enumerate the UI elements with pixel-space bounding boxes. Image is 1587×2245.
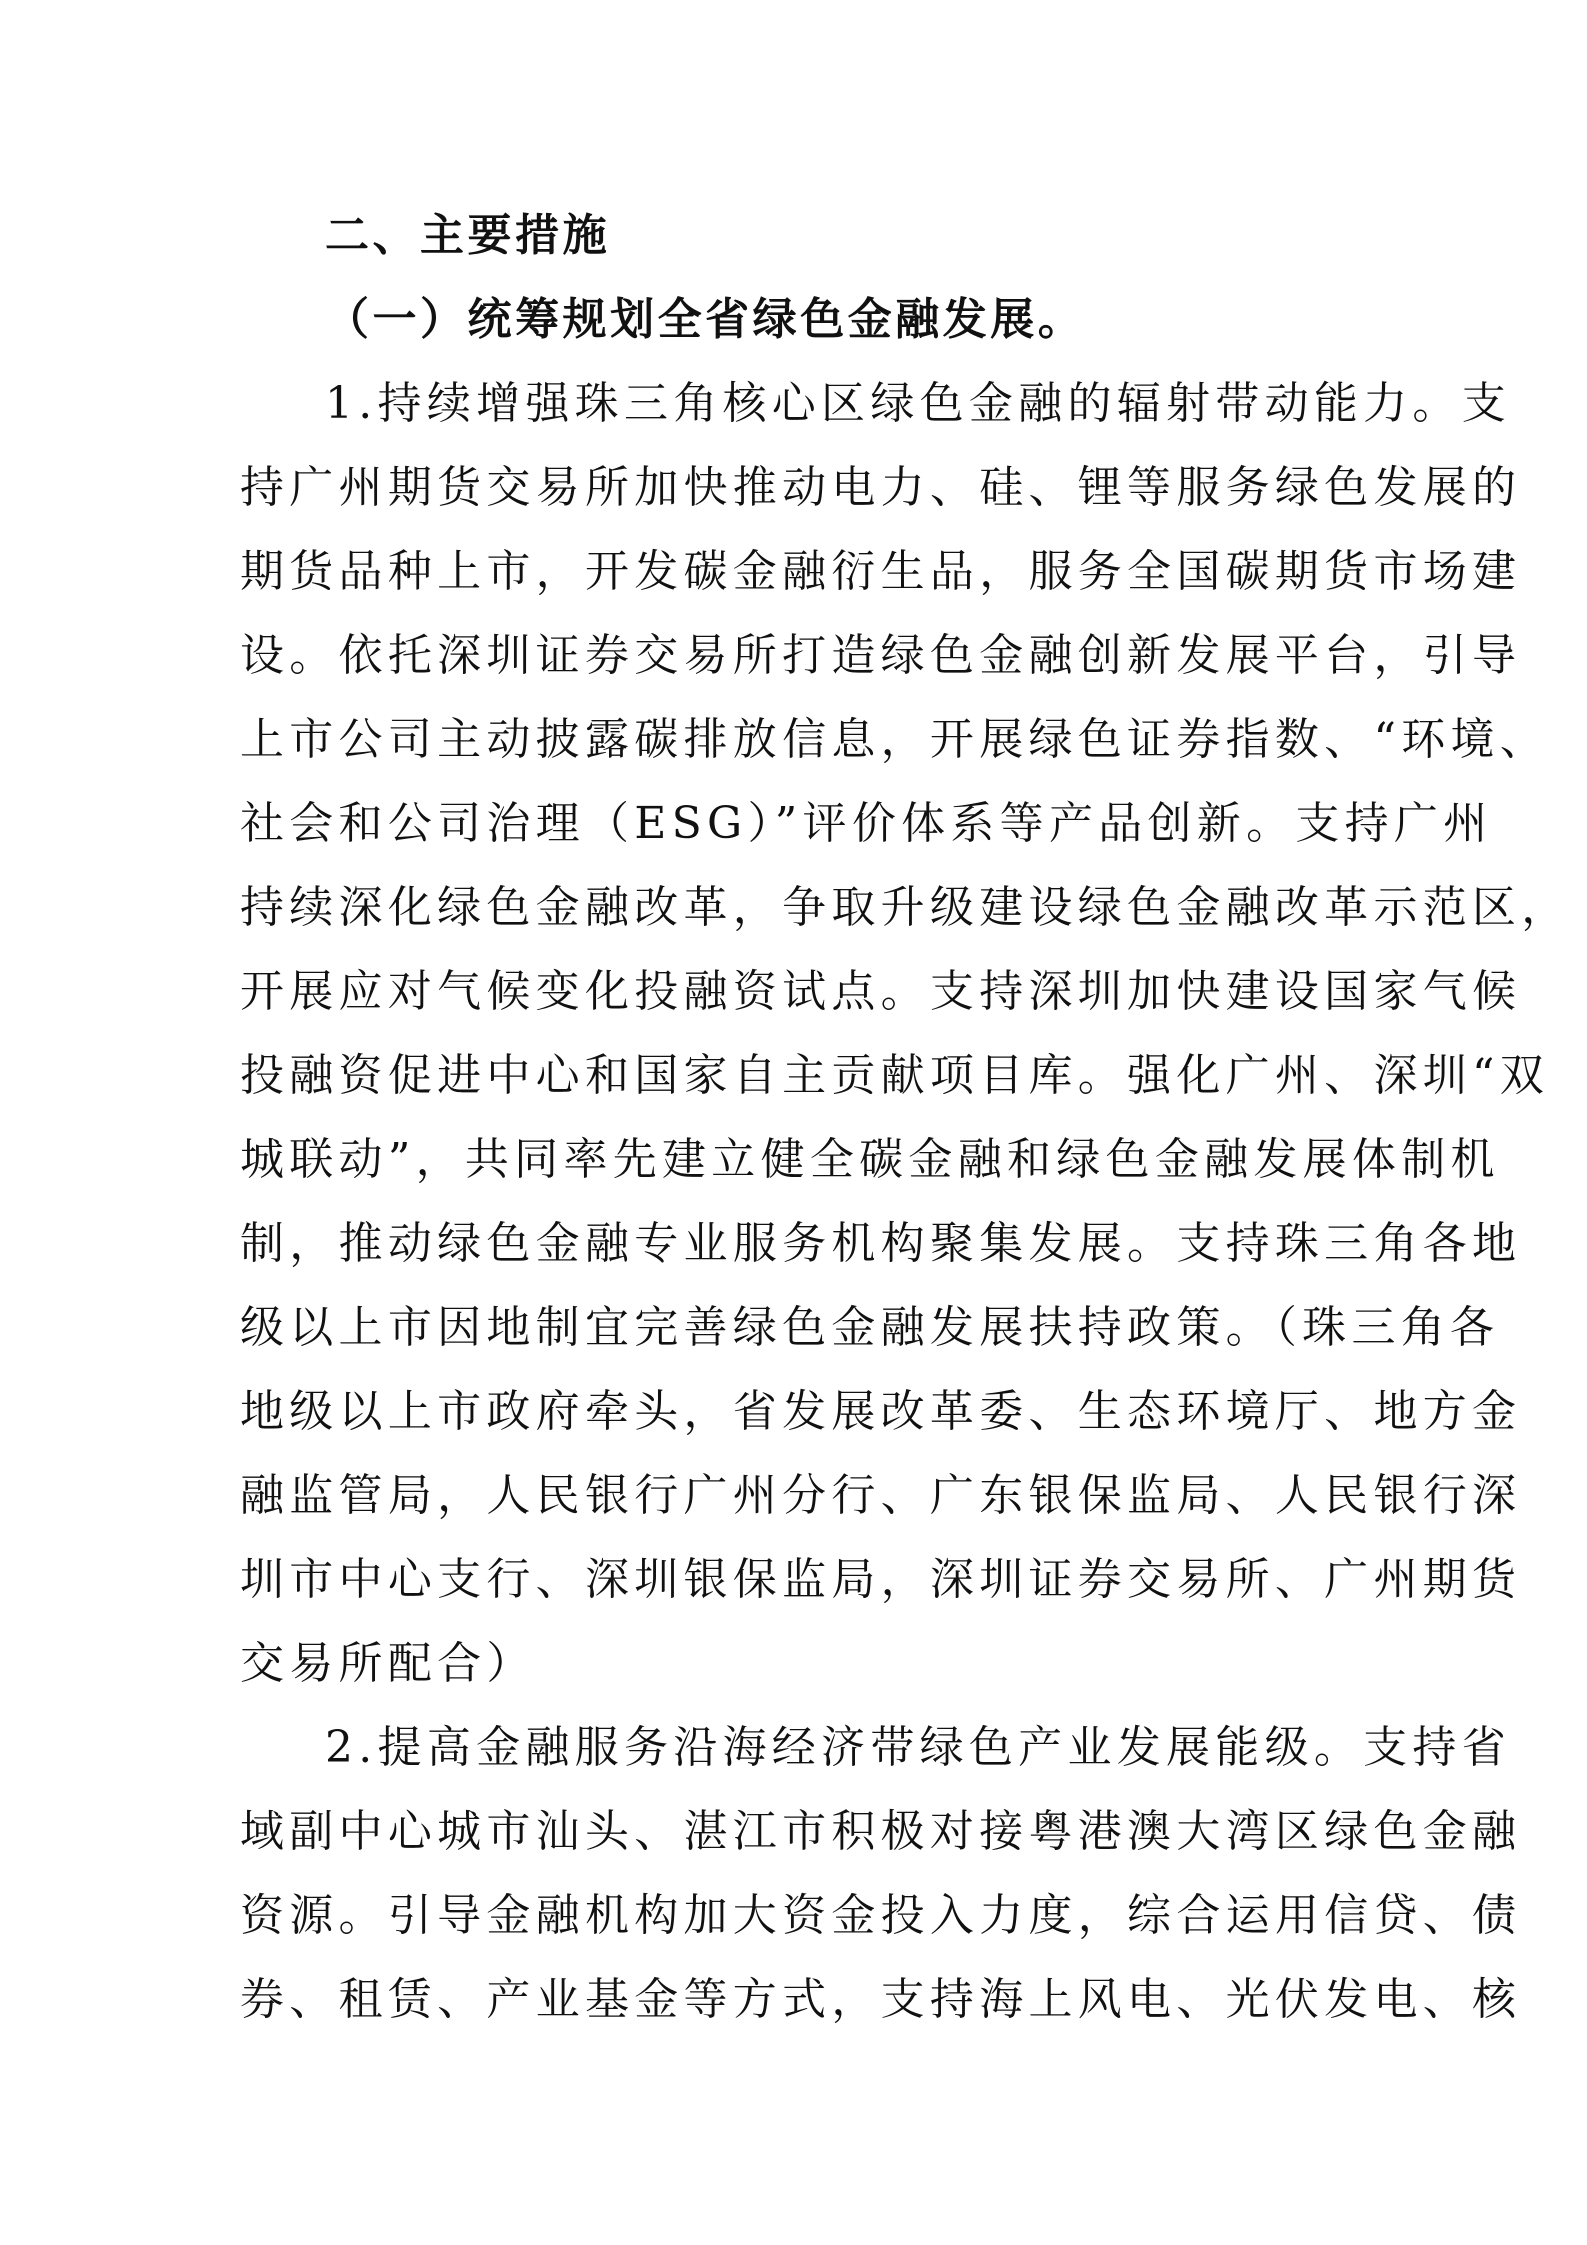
paragraph-1-line-2: 持广州期货交易所加快推动电力、硅、锂等服务绿色发展的: [240, 462, 1522, 513]
paragraph-1-line-14: 融监管局，人民银行广州分行、广东银保监局、人民银行深: [240, 1470, 1522, 1521]
paragraph-1-line-13: 地级以上市政府牵头，省发展改革委、生态环境厅、地方金: [240, 1386, 1522, 1437]
paragraph-1-line-3: 期货品种上市，开发碳金融衍生品，服务全国碳期货市场建: [240, 546, 1522, 597]
paragraph-1-line-7: 持续深化绿色金融改革，争取升级建设绿色金融改革示范区，: [240, 882, 1571, 933]
paragraph-1-line-15: 圳市中心支行、深圳银保监局，深圳证券交易所、广州期货: [240, 1554, 1522, 1605]
paragraph-1-line-10: 城联动”，共同率先建立健全碳金融和绿色金融发展体制机: [240, 1134, 1500, 1185]
paragraph-2-line-4: 券、租赁、产业基金等方式，支持海上风电、光伏发电、核: [240, 1974, 1522, 2025]
section-heading: 二、主要措施: [325, 210, 611, 261]
paragraph-2-line-3: 资源。引导金融机构加大资金投入力度，综合运用信贷、债: [240, 1890, 1522, 1941]
paragraph-1-line-6: 社会和公司治理（ESG）”评价体系等产品创新。支持广州: [240, 798, 1493, 849]
paragraph-1-line-11: 制，推动绿色金融专业服务机构聚集发展。支持珠三角各地: [240, 1218, 1522, 1269]
paragraph-2-line-1: 2.提高金融服务沿海经济带绿色产业发展能级。支持省: [325, 1722, 1511, 1773]
paragraph-1-line-12: 级以上市因地制宜完善绿色金融发展扶持政策。（珠三角各: [240, 1302, 1500, 1353]
paragraph-1-line-5: 上市公司主动披露碳排放信息，开展绿色证券指数、“环境、: [240, 714, 1550, 765]
paragraph-1-line-16: 交易所配合）: [240, 1638, 536, 1689]
paragraph-1-line-9: 投融资促进中心和国家自主贡献项目库。强化广州、深圳“双: [240, 1050, 1550, 1101]
paragraph-1-line-8: 开展应对气候变化投融资试点。支持深圳加快建设国家气候: [240, 966, 1522, 1017]
paragraph-2-line-2: 域副中心城市汕头、湛江市积极对接粤港澳大湾区绿色金融: [240, 1806, 1522, 1857]
subsection-heading: （一）统筹规划全省绿色金融发展。: [325, 294, 1086, 345]
paragraph-1-line-4: 设。依托深圳证券交易所打造绿色金融创新发展平台，引导: [240, 630, 1522, 681]
paragraph-1-line-1: 1.持续增强珠三角核心区绿色金融的辐射带动能力。支: [325, 378, 1511, 429]
